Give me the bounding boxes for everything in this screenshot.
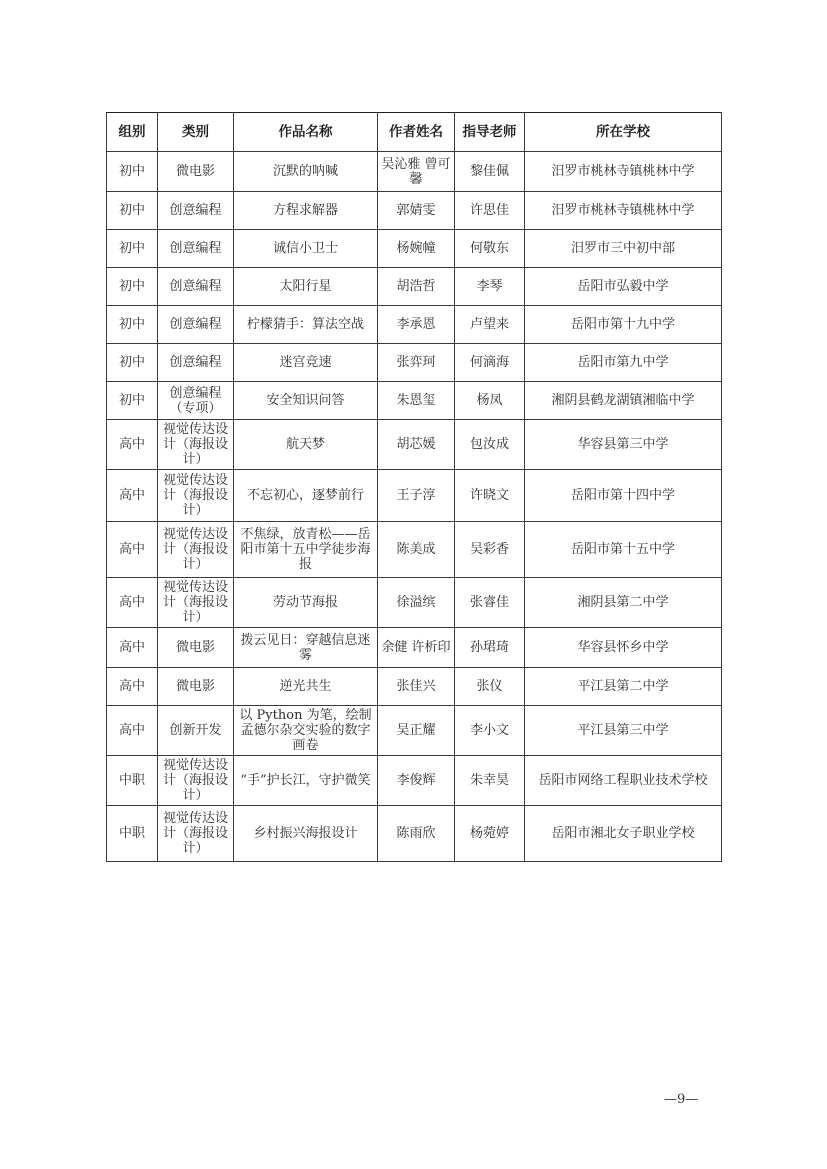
cell-work-title <box>234 152 378 192</box>
table-row <box>107 668 722 706</box>
cell-text: 初中 <box>118 355 145 370</box>
cell-work-title <box>234 628 378 668</box>
cell-text: 诚信小卫士 <box>272 241 338 256</box>
cell-text: 李小文 <box>469 723 509 738</box>
cell-group <box>107 706 158 756</box>
cell-work-title <box>234 756 378 806</box>
cell-school <box>525 578 722 628</box>
cell-group <box>107 230 158 268</box>
cell-school <box>525 420 722 470</box>
cell-advisor <box>455 470 525 522</box>
cell-advisor <box>455 306 525 344</box>
cell-text: 视觉传达设计（海报设计） <box>162 758 228 803</box>
cell-text: 初中 <box>118 164 145 179</box>
cell-text: 微电影 <box>175 164 215 179</box>
cell-text: 杨婉幢 <box>396 241 436 256</box>
cell-text: 汨罗市桃林寺镇桃林中学 <box>551 164 695 179</box>
cell-school <box>525 344 722 382</box>
table-row <box>107 152 722 192</box>
cell-advisor <box>455 806 525 862</box>
cell-category <box>158 230 234 268</box>
cell-text: 张佳兴 <box>396 679 436 694</box>
cell-category <box>158 152 234 192</box>
cell-text: 迷宫竞速 <box>279 355 332 370</box>
cell-text: 高中 <box>118 437 145 452</box>
page-number: —9— <box>664 1092 699 1107</box>
cell-group <box>107 470 158 522</box>
cell-advisor <box>455 382 525 420</box>
cell-text: 视觉传达设计（海报设计） <box>162 580 228 625</box>
cell-author <box>378 420 455 470</box>
cell-text: 高中 <box>118 488 145 503</box>
table-row <box>107 420 722 470</box>
cell-category <box>158 470 234 522</box>
cell-work-title <box>234 806 378 862</box>
cell-text: 创意编程（专项） <box>169 385 222 416</box>
cell-text: 柠檬猜手：算法空战 <box>246 317 364 332</box>
cell-text: 朱恩玺 <box>396 393 436 408</box>
cell-work-title <box>234 382 378 420</box>
cell-work-title <box>234 578 378 628</box>
cell-group <box>107 578 158 628</box>
table-row <box>107 628 722 668</box>
cell-text: 岳阳市网络工程职业技术学校 <box>538 773 708 788</box>
cell-text: 不忘初心，逐梦前行 <box>246 488 364 503</box>
cell-author <box>378 756 455 806</box>
cell-text: 黎佳佩 <box>469 164 509 179</box>
cell-text: 岳阳市弘毅中学 <box>577 279 669 294</box>
cell-text: 李琴 <box>476 279 503 294</box>
cell-group <box>107 268 158 306</box>
cell-text: 太阳行星 <box>279 279 332 294</box>
cell-category <box>158 578 234 628</box>
cell-advisor <box>455 420 525 470</box>
cell-text: 孙珺琦 <box>469 640 509 655</box>
cell-advisor <box>455 668 525 706</box>
cell-advisor <box>455 192 525 230</box>
cell-text: 高中 <box>118 679 145 694</box>
cell-category <box>158 192 234 230</box>
cell-text: 吴彩香 <box>469 542 509 557</box>
cell-text: 陈雨欣 <box>396 826 436 841</box>
cell-text: 张仪 <box>476 679 503 694</box>
cell-text: 拨云见日：穿越信息迷雾 <box>240 632 371 663</box>
cell-text: 汨罗市三中初中部 <box>570 241 675 256</box>
cell-text: 郭婧雯 <box>396 203 436 218</box>
cell-school <box>525 522 722 578</box>
cell-work-title <box>234 470 378 522</box>
cell-author <box>378 522 455 578</box>
cell-text: 卢望来 <box>469 317 509 332</box>
cell-text: 杨菀婷 <box>469 826 509 841</box>
table-row <box>107 306 722 344</box>
cell-category <box>158 806 234 862</box>
cell-group <box>107 192 158 230</box>
cell-group <box>107 382 158 420</box>
cell-text: 胡芯媛 <box>396 437 436 452</box>
cell-work-title <box>234 268 378 306</box>
cell-category <box>158 306 234 344</box>
cell-text: 许晓文 <box>469 488 509 503</box>
cell-school <box>525 152 722 192</box>
cell-text: 包汝成 <box>469 437 509 452</box>
cell-text: 初中 <box>118 279 145 294</box>
header-category: 类别 <box>158 113 234 152</box>
cell-group <box>107 152 158 192</box>
cell-text: 陈美成 <box>396 542 436 557</box>
cell-work-title <box>234 522 378 578</box>
cell-text: 视觉传达设计（海报设计） <box>162 422 228 467</box>
cell-text: 微电影 <box>175 640 215 655</box>
cell-text: 杨凤 <box>476 393 503 408</box>
cell-group <box>107 668 158 706</box>
cell-category <box>158 344 234 382</box>
cell-text: 高中 <box>118 595 145 610</box>
cell-advisor <box>455 230 525 268</box>
table-row <box>107 230 722 268</box>
cell-text: 视觉传达设计（海报设计） <box>162 527 228 572</box>
cell-text: 许思佳 <box>469 203 509 218</box>
cell-school <box>525 192 722 230</box>
cell-text: 张睿佳 <box>469 595 509 610</box>
cell-text: 吴正耀 <box>396 723 436 738</box>
cell-author <box>378 706 455 756</box>
cell-category <box>158 420 234 470</box>
cell-text: 余健 许析印 <box>381 640 451 655</box>
cell-text: 李俊辉 <box>396 773 436 788</box>
cell-author <box>378 268 455 306</box>
table-row <box>107 470 722 522</box>
cell-school <box>525 706 722 756</box>
cell-school <box>525 668 722 706</box>
table-row <box>107 192 722 230</box>
cell-text: 湘阴县鹤龙湖镇湘临中学 <box>551 393 695 408</box>
table-header-row <box>107 113 722 152</box>
cell-author <box>378 806 455 862</box>
cell-author <box>378 152 455 192</box>
cell-text: 高中 <box>118 542 145 557</box>
cell-advisor <box>455 522 525 578</box>
cell-text: 华容县第三中学 <box>577 437 669 452</box>
cell-text: 安全知识问答 <box>266 393 345 408</box>
cell-author <box>378 470 455 522</box>
cell-text: 高中 <box>118 640 145 655</box>
table-row <box>107 344 722 382</box>
cell-text: 汨罗市桃林寺镇桃林中学 <box>551 203 695 218</box>
cell-category <box>158 382 234 420</box>
header-author: 作者姓名 <box>378 113 455 152</box>
cell-text: 乡村振兴海报设计 <box>253 826 358 841</box>
cell-work-title <box>234 420 378 470</box>
cell-text: 创新开发 <box>169 723 222 738</box>
cell-text: 岳阳市第十五中学 <box>570 542 675 557</box>
header-advisor: 指导老师 <box>455 113 525 152</box>
cell-advisor <box>455 756 525 806</box>
cell-category <box>158 668 234 706</box>
cell-school <box>525 268 722 306</box>
cell-text: 徐溢缤 <box>396 595 436 610</box>
cell-text: 劳动节海报 <box>272 595 338 610</box>
cell-advisor <box>455 628 525 668</box>
cell-group <box>107 756 158 806</box>
cell-category <box>158 522 234 578</box>
cell-author <box>378 306 455 344</box>
cell-school <box>525 306 722 344</box>
cell-text: 平江县第二中学 <box>577 679 669 694</box>
cell-text: 沉默的呐喊 <box>272 164 338 179</box>
cell-author <box>378 192 455 230</box>
cell-author <box>378 230 455 268</box>
cell-school <box>525 382 722 420</box>
cell-text: 王子淳 <box>396 488 436 503</box>
cell-category <box>158 628 234 668</box>
cell-text: 不焦绿，放青松——岳阳市第十五中学徒步海报 <box>240 527 371 572</box>
cell-advisor <box>455 706 525 756</box>
cell-school <box>525 628 722 668</box>
cell-advisor <box>455 578 525 628</box>
cell-advisor <box>455 152 525 192</box>
table-row <box>107 578 722 628</box>
cell-text: 中职 <box>118 773 145 788</box>
cell-school <box>525 806 722 862</box>
cell-group <box>107 344 158 382</box>
cell-work-title <box>234 192 378 230</box>
cell-work-title <box>234 230 378 268</box>
header-school: 所在学校 <box>525 113 722 152</box>
cell-text: 视觉传达设计（海报设计） <box>162 811 228 856</box>
cell-group <box>107 806 158 862</box>
cell-text: 何滴海 <box>469 355 509 370</box>
table-body <box>107 152 722 862</box>
cell-text: 创意编程 <box>169 317 222 332</box>
awards-table <box>106 112 722 862</box>
cell-text: 胡浩哲 <box>396 279 436 294</box>
cell-text: 方程求解器 <box>272 203 338 218</box>
cell-group <box>107 420 158 470</box>
cell-author <box>378 668 455 706</box>
cell-author <box>378 382 455 420</box>
cell-group <box>107 628 158 668</box>
cell-text: 吴沁雅 曾可馨 <box>381 156 451 187</box>
cell-text: 岳阳市第十四中学 <box>570 488 675 503</box>
cell-text: 初中 <box>118 241 145 256</box>
cell-text: 平江县第三中学 <box>577 723 669 738</box>
cell-group <box>107 306 158 344</box>
cell-category <box>158 756 234 806</box>
cell-school <box>525 756 722 806</box>
cell-text: 华容县怀乡中学 <box>577 640 669 655</box>
cell-text: 视觉传达设计（海报设计） <box>162 473 228 518</box>
cell-work-title <box>234 668 378 706</box>
cell-author <box>378 344 455 382</box>
cell-text: 创意编程 <box>169 279 222 294</box>
cell-text: 初中 <box>118 393 145 408</box>
cell-text: 何敬东 <box>469 241 509 256</box>
cell-text: 以 Python 为笔，绘制孟德尔杂交实验的数字画卷 <box>239 708 372 753</box>
header-group: 组别 <box>107 113 158 152</box>
cell-text: 逆光共生 <box>279 679 332 694</box>
table-row <box>107 806 722 862</box>
cell-group <box>107 522 158 578</box>
cell-text: 岳阳市湘北女子职业学校 <box>551 826 695 841</box>
cell-school <box>525 230 722 268</box>
cell-text: 张弈珂 <box>396 355 436 370</box>
cell-text: 中职 <box>118 826 145 841</box>
cell-text: 微电影 <box>175 679 215 694</box>
cell-work-title <box>234 306 378 344</box>
cell-text: 湘阴县第二中学 <box>577 595 669 610</box>
cell-category <box>158 706 234 756</box>
cell-text: 高中 <box>118 723 145 738</box>
cell-category <box>158 268 234 306</box>
cell-text: 岳阳市第九中学 <box>577 355 669 370</box>
cell-text: 初中 <box>118 317 145 332</box>
cell-advisor <box>455 268 525 306</box>
cell-text: 李承恩 <box>396 317 436 332</box>
header-work-title: 作品名称 <box>234 113 378 152</box>
cell-text: 创意编程 <box>169 241 222 256</box>
cell-text: 创意编程 <box>169 203 222 218</box>
table-row <box>107 522 722 578</box>
table-row <box>107 756 722 806</box>
table-row <box>107 706 722 756</box>
cell-work-title <box>234 344 378 382</box>
table-row <box>107 268 722 306</box>
cell-text: 创意编程 <box>169 355 222 370</box>
table-row <box>107 382 722 420</box>
cell-work-title <box>234 706 378 756</box>
cell-text: “手”护长江，守护微笑 <box>240 773 371 788</box>
cell-text: 朱幸昊 <box>469 773 509 788</box>
cell-school <box>525 470 722 522</box>
cell-text: 航天梦 <box>285 437 325 452</box>
cell-author <box>378 628 455 668</box>
cell-advisor <box>455 344 525 382</box>
cell-text: 岳阳市第十九中学 <box>570 317 675 332</box>
cell-text: 初中 <box>118 203 145 218</box>
cell-author <box>378 578 455 628</box>
